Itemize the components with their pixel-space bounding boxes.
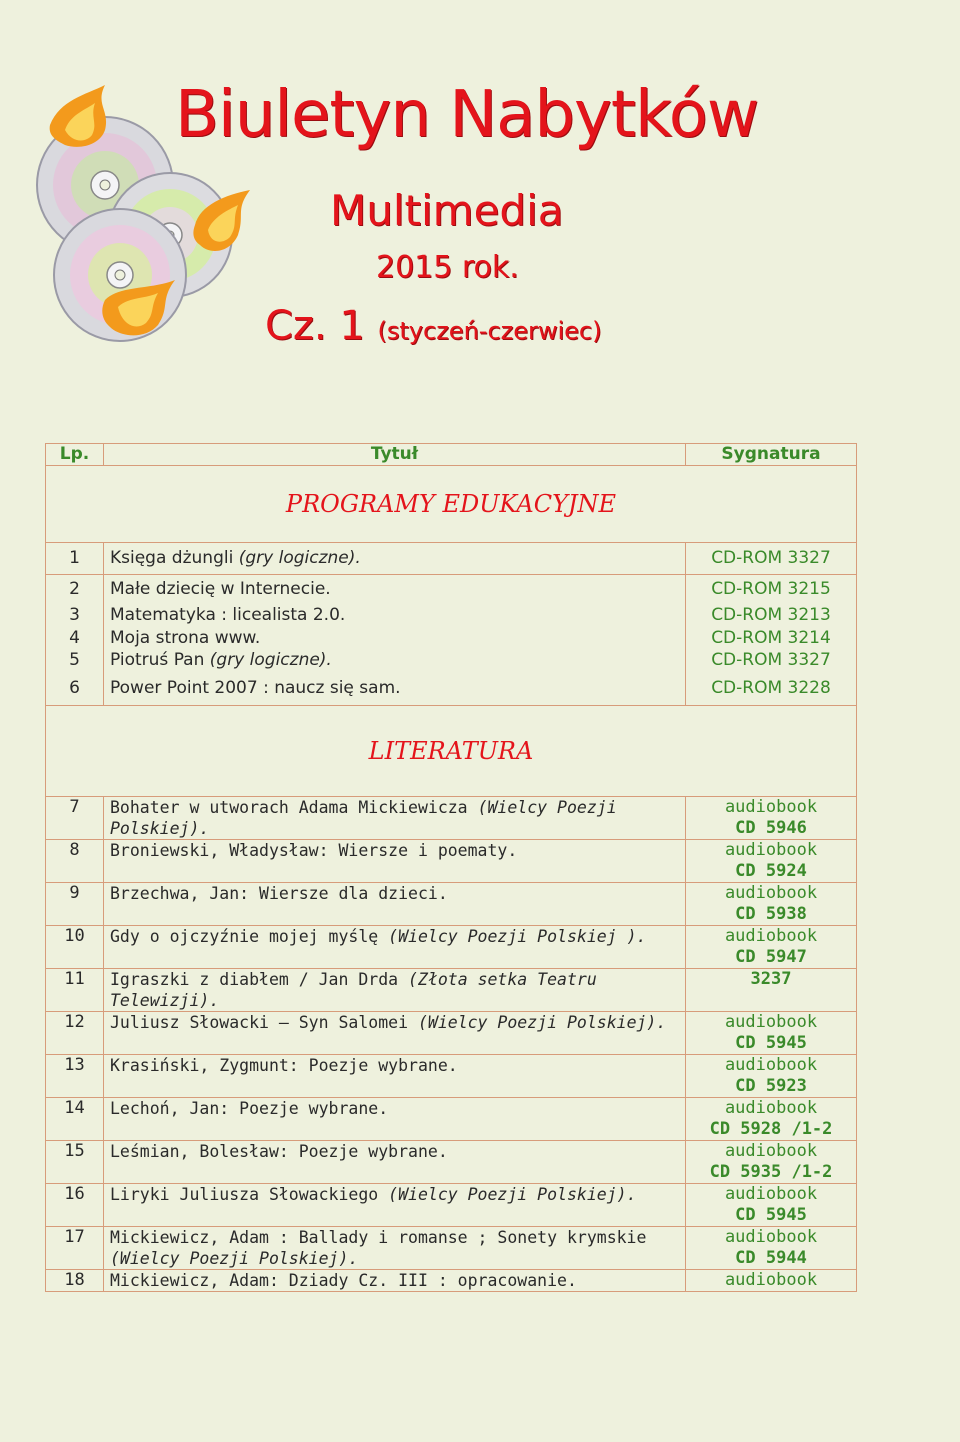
title-note: (Złota setka Teatru Telewizji). (110, 970, 597, 1010)
signature-type: audiobook (724, 1055, 818, 1075)
signature-type: audiobook (724, 1184, 818, 1204)
title-note: (Wielcy Poezji Polskiej ). (388, 927, 647, 946)
row-number: 14 (46, 1098, 104, 1141)
signature-code: CD 5938 (735, 904, 807, 924)
part-label: Cz. 1 (265, 303, 365, 349)
table-row (46, 1141, 857, 1184)
acquisitions-table (45, 443, 857, 1292)
row-number: 15 (46, 1141, 104, 1184)
row-number: 18 (46, 1270, 104, 1292)
header-num: Lp. (46, 444, 104, 466)
title-text: Power Point 2007 : naucz się sam. (110, 678, 401, 699)
row-signature (686, 1227, 857, 1270)
signature-code: CD 5945 (735, 1205, 807, 1225)
row-number: 10 (46, 926, 104, 969)
title-text: Gdy o ojczyźnie mojej myślę (110, 927, 379, 946)
row-title (104, 1098, 686, 1141)
title-text: Księga dżungli (110, 548, 234, 568)
title-text: Moja strona www. (110, 627, 261, 648)
signature-type: audiobook (724, 926, 818, 946)
row-number: 3 (46, 604, 104, 628)
title-text: Liryki Juliusza Słowackiego (110, 1185, 379, 1204)
section-programs: PROGRAMY EDUKACYJNE (46, 466, 857, 543)
row-signature (686, 1055, 857, 1098)
row-title (104, 926, 686, 969)
signature-type: audiobook (724, 883, 818, 903)
row-number: 8 (46, 840, 104, 883)
signature-type: audiobook (724, 797, 818, 817)
row-title (104, 1270, 686, 1292)
table-row (46, 543, 857, 575)
row-signature (686, 1012, 857, 1055)
row-number: 4 (46, 628, 104, 649)
part-range: (styczeń-czerwiec) (377, 317, 602, 345)
signature-code: CD 5924 (735, 861, 807, 881)
signature-code: CD 5923 (735, 1076, 807, 1096)
row-number: 11 (46, 969, 104, 1012)
title-text: Mickiewicz, Adam: Dziady Cz. III : opracowanie. (110, 1271, 577, 1290)
row-signature (686, 1184, 857, 1227)
row-number: 13 (46, 1055, 104, 1098)
title-text: Krasiński, Zygmunt: Poezje wybrane. (110, 1056, 458, 1075)
row-title (104, 1055, 686, 1098)
title-note: (Wielcy Poezji Polskiej). (388, 1185, 637, 1204)
title-note: (gry logiczne). (238, 548, 361, 568)
title-text: Brzechwa, Jan: Wiersze dla dzieci. (110, 884, 448, 903)
signature-code: CD 5947 (735, 947, 807, 967)
row-title (104, 628, 686, 649)
title-note: (gry logiczne). (209, 650, 332, 670)
row-title (104, 673, 686, 706)
row-signature (686, 1270, 857, 1292)
signature-code: 3237 (750, 969, 792, 989)
table-row (46, 604, 857, 628)
title-note: (Wielcy Poezji Polskiej). (110, 1249, 359, 1268)
title-text: Małe dziecię w Internecie. (110, 578, 331, 599)
signature-type: audiobook (724, 840, 818, 860)
table-row (46, 1184, 857, 1227)
row-signature: CD-ROM 3327 (686, 649, 857, 673)
row-number: 17 (46, 1227, 104, 1270)
row-signature (686, 840, 857, 883)
row-signature (686, 1098, 857, 1141)
title-text: Mickiewicz, Adam : Ballady i romanse ; Sonety krymskie (110, 1228, 647, 1247)
title-text: Piotruś Pan (110, 650, 205, 670)
row-number: 1 (46, 543, 104, 575)
header-signature: Sygnatura (686, 444, 857, 466)
bulletin-part (265, 303, 602, 349)
table-row (46, 1270, 857, 1292)
row-title (104, 797, 686, 840)
row-title (104, 1012, 686, 1055)
signature-type: audiobook (724, 1270, 818, 1290)
row-title (104, 840, 686, 883)
table-row (46, 883, 857, 926)
flame-icon (50, 85, 106, 147)
row-number: 5 (46, 649, 104, 673)
row-number: 9 (46, 883, 104, 926)
row-number: 6 (46, 673, 104, 706)
title-text: Juliusz Słowacki – Syn Salomei (110, 1013, 409, 1032)
row-signature: CD-ROM 3327 (686, 543, 857, 575)
signature-type: audiobook (724, 1227, 818, 1247)
title-note: (Wielcy Poezji Polskiej). (110, 798, 617, 838)
section-row (46, 706, 857, 797)
table-row (46, 628, 857, 649)
row-signature (686, 926, 857, 969)
row-number: 16 (46, 1184, 104, 1227)
bulletin-subtitle: Multimedia (330, 186, 564, 235)
row-title (104, 883, 686, 926)
table-row (46, 649, 857, 673)
title-text: Igraszki z diabłem / Jan Drda (110, 970, 399, 989)
signature-code: CD 5946 (735, 818, 807, 838)
row-title (104, 543, 686, 575)
row-number: 12 (46, 1012, 104, 1055)
section-row (46, 466, 857, 543)
row-title (104, 1184, 686, 1227)
title-text: Broniewski, Władysław: Wiersze i poematy. (110, 841, 518, 860)
table-row (46, 1227, 857, 1270)
row-signature (686, 883, 857, 926)
title-text: Lechoń, Jan: Poezje wybrane. (110, 1099, 389, 1118)
table-row (46, 797, 857, 840)
table-row (46, 840, 857, 883)
row-title (104, 649, 686, 673)
row-title (104, 1227, 686, 1270)
table-row (46, 673, 857, 706)
table-row (46, 969, 857, 1012)
signature-code: CD 5945 (735, 1033, 807, 1053)
row-signature: CD-ROM 3214 (686, 628, 857, 649)
row-number: 7 (46, 797, 104, 840)
title-text: Matematyka : licealista 2.0. (110, 605, 346, 625)
title-note: (Wielcy Poezji Polskiej). (417, 1013, 667, 1032)
row-signature: CD-ROM 3228 (686, 673, 857, 706)
table-row (46, 1098, 857, 1141)
signature-type: audiobook (724, 1012, 818, 1032)
row-number: 2 (46, 575, 104, 604)
signature-code: CD 5944 (735, 1248, 807, 1268)
row-signature: CD-ROM 3215 (686, 575, 857, 604)
row-title (104, 969, 686, 1012)
bulletin-year: 2015 rok. (376, 250, 519, 285)
row-title (104, 1141, 686, 1184)
signature-code: CD 5928 /1-2 (709, 1119, 833, 1139)
row-title (104, 604, 686, 628)
bulletin-title: Biuletyn Nabytków (175, 78, 759, 152)
header-title: Tytuł (104, 444, 686, 466)
section-literature: LITERATURA (46, 706, 857, 797)
title-text: Bohater w utworach Adama Mickiewicza (110, 798, 468, 817)
row-signature: CD-ROM 3213 (686, 604, 857, 628)
signature-code: CD 5935 /1-2 (709, 1162, 833, 1182)
title-text: Leśmian, Bolesław: Poezje wybrane. (110, 1142, 448, 1161)
row-signature (686, 797, 857, 840)
table-row (46, 1012, 857, 1055)
table-row (46, 1055, 857, 1098)
row-signature (686, 1141, 857, 1184)
table-header-row (46, 444, 857, 466)
signature-type: audiobook (724, 1141, 818, 1161)
table-row (46, 575, 857, 604)
signature-type: audiobook (724, 1098, 818, 1118)
table-row (46, 926, 857, 969)
row-title (104, 575, 686, 604)
row-signature (686, 969, 857, 1012)
